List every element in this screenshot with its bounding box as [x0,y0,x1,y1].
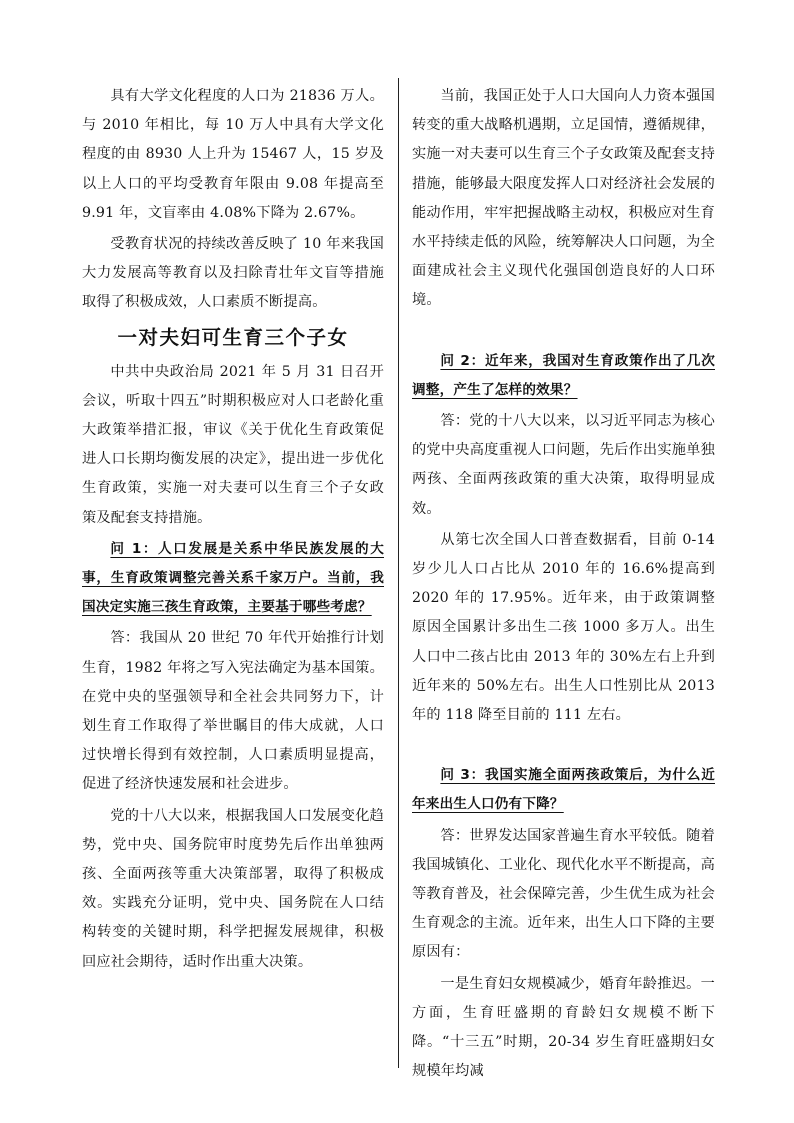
paragraph-education-summary: 受教育状况的持续改善反映了 10 年来我国大力发展高等教育以及扫除青壮年文盲等措施取得了积极成效，人口素质不断提高。 [82,236,384,311]
spacer [412,730,715,759]
column-divider [398,78,399,1068]
answer-1: 答：我国从 20 世纪 70 年代开始推行计划生育，1982 年将之写入宪法确定为基本国策。在党中央的坚强领导和全社会共同努力下，计划生育工作取得了举世瞩目的伟大成就，人口过快增长得到有效控制，人口素质明显提高，促进了经济快速发展和社会进步。 [82,630,384,793]
paragraph-strategic-opportunity: 当前，我国正处于人口大国向人力资本强国转变的重大战略机遇期，立足国情，遵循规律，实施一对夫妻可以生育三个子女政策及配套支持措施，能够最大限度发挥人口对经济社会发展的能动作用，牢牢把握战略主动权，积极应对生育水平持续走低的风险，统筹解决人口问题，为全面建成社会主义现代化强国创造良好的人口环境。 [412,88,715,309]
question-2-text: 问 2：近年来，我国对生育政策作出了几次调整，产生了怎样的效果？ [412,352,715,398]
section-heading: 一对夫妇可生育三个子女 [117,325,349,349]
paragraph-politburo-meeting: 中共中央政治局 2021 年 5 月 31 日召开会议，听取十四五”时期积极应对人口老龄化重大政策举措汇报，审议《关于优化生育政策促进人口长期均衡发展的决定》，提出进一步优化生育政策，实施一对夫妻可以生育三个子女政策及配套支持措施。 [82,363,384,526]
paragraph-policy-history: 党的十八大以来，根据我国人口发展变化趋势，党中央、国务院审时度势先后作出单独两孩、全面两孩等重大决策部署，取得了积极成效。实践充分证明，党中央、国务院在人口结构转变的关键时期，科学把握发展规律，积极回应社会期待，适时作出重大决策。 [82,807,384,970]
spacer [412,316,715,345]
paragraph-education-stats: 具有大学文化程度的人口为 21836 万人。与 2010 年相比，每 10 万人中具有大学文化程度的由 8930 人上升为 15467 人，15 岁及以上人口的平均受教育年限由 9.08 年提高至 9.91 年，文盲率由 4.08%下降为 2.67%。 [82,88,384,221]
paragraph-birth-decline-reason: 一是生育妇女规模减少，婚育年龄推迟。一方面，生育旺盛期的育龄妇女规模不断下降。“十三五”时期，20-34 岁生育旺盛期妇女规模年均减 [412,975,715,1080]
right-column [412,82,715,1087]
answer-3: 答：世界发达国家普遍生育水平较低。随着我国城镇化、工业化、现代化水平不断提高，高等教育普及，社会保障完善，少生优生成为社会生育观念的主流。近年来，出生人口下降的主要原因有： [412,827,715,961]
question-1-text: 问 1：人口发展是关系中华民族发展的大事，生育政策调整完善关系千家万户。当前，我国决定实施三孩生育政策，主要基于哪些考虑？ [82,540,384,616]
question-2 [412,347,715,405]
question-3 [412,761,715,819]
question-3-text: 问 3：我国实施全面两孩政策后，为什么近年来出生人口仍有下降？ [412,767,715,813]
left-column [82,82,384,977]
answer-2: 答：党的十八大以来，以习近平同志为核心的党中央高度重视人口问题，先后作出实施单独两孩、全面两孩政策的重大决策，取得明显成效。 [412,413,715,517]
paragraph-census-data: 从第七次全国人口普查数据看，目前 0-14 岁少儿人口占比从 2010 年的 16.6%提高到 2020 年的 17.95%。近年来，由于政策调整原因全国累计多出生二孩 1000 多万人。出生人口中二孩占比由 2013 年的 30%左右上升到近年来的 50%左右。出生人口性别比从 2013 年的 118 降至目前的 111 左右。 [412,531,715,724]
question-1 [82,535,384,623]
